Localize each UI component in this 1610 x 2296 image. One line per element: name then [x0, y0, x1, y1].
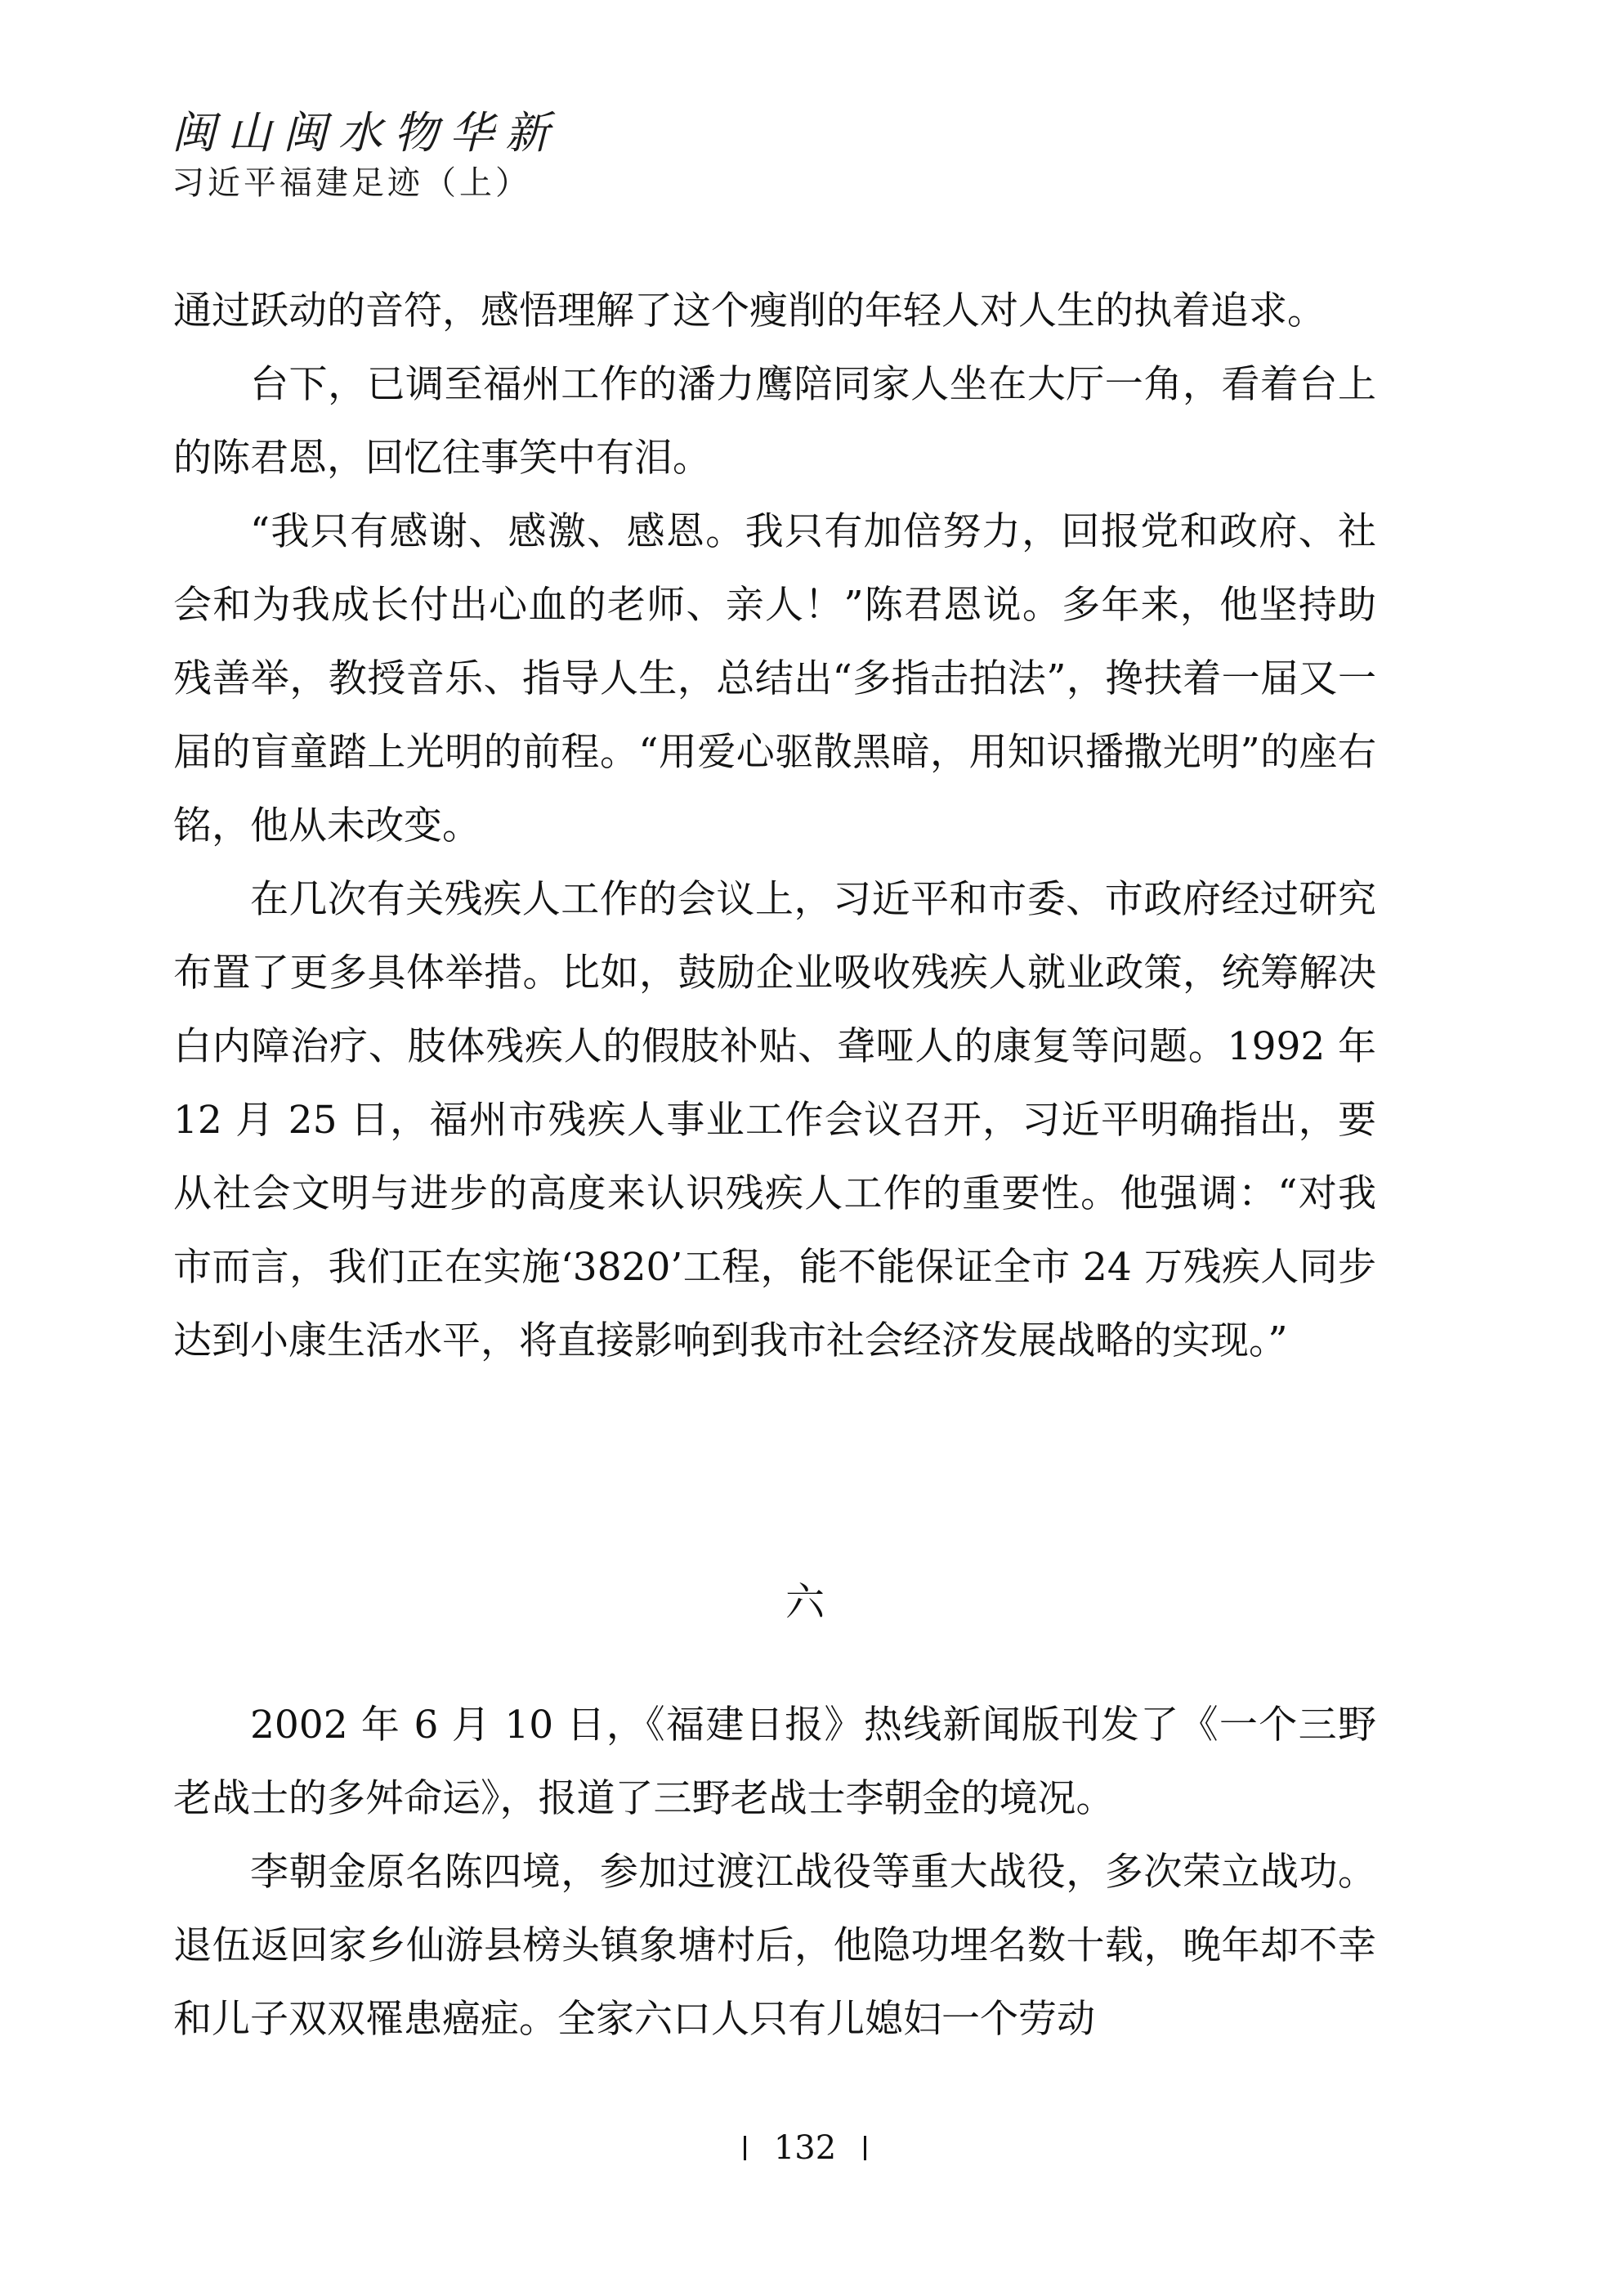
body-text-section-1	[173, 275, 1376, 1378]
paragraph: “我只有感谢、感激、感恩。我只有加倍努力，回报党和政府、社会和为我成长付出心血的老师、亲人！”陈君恩说。多年来，他坚持助残善举，教授音乐、指导人生，总结出“多指击拍法”，搀扶着一届又一届的盲童踏上光明的前程。“用爱心驱散黑暗，用知识播撒光明”的座右铭，他从未改变。	[173, 509, 1376, 848]
running-header	[172, 106, 561, 204]
footer-left-rule	[744, 2136, 746, 2160]
book-title: 闽山闽水物华新	[172, 107, 561, 159]
paragraph: 李朝金原名陈四境，参加过渡江战役等重大战役，多次荣立战功。退伍返回家乡仙游县榜头镇象塘村后，他隐功埋名数十载，晚年却不幸和儿子双双罹患癌症。全家六口人只有儿媳妇一个劳动	[173, 1850, 1376, 2042]
page-number: 132	[773, 2129, 837, 2167]
paragraph: 台下，已调至福州工作的潘力鹰陪同家人坐在大厅一角，看着台上的陈君恩，回忆往事笑中有泪。	[173, 362, 1376, 481]
book-subtitle: 习近平福建足迹（上）	[172, 164, 531, 202]
paragraph-continuation: 通过跃动的音符，感悟理解了这个瘦削的年轻人对人生的执着追求。	[173, 289, 1326, 333]
body-text-section-2	[173, 1689, 1376, 2057]
footer-right-rule	[864, 2136, 866, 2160]
paragraph: 在几次有关残疾人工作的会议上，习近平和市委、市政府经过研究布置了更多具体举措。比如，鼓励企业吸收残疾人就业政策，统筹解决白内障治疗、肢体残疾人的假肢补贴、聋哑人的康复等问题。1992 年 12 月 25 日，福州市残疾人事业工作会议召开，习近平明确指出，要从社会文明与进步的高度来认识残疾人工作的重要性。他强调：“对我市而言，我们正在实施‘3820’工程，能不能保证全市 24 万残疾人同步达到小康生活水平，将直接影响到我市社会经济发展战略的实现。”	[173, 877, 1376, 1363]
paragraph: 2002 年 6 月 10 日，《福建日报》热线新闻版刊发了《一个三野老战士的多舛命运》，报道了三野老战士李朝金的境况。	[173, 1703, 1376, 1821]
section-heading: 六	[785, 1579, 825, 1625]
page-footer	[0, 2125, 1610, 2168]
